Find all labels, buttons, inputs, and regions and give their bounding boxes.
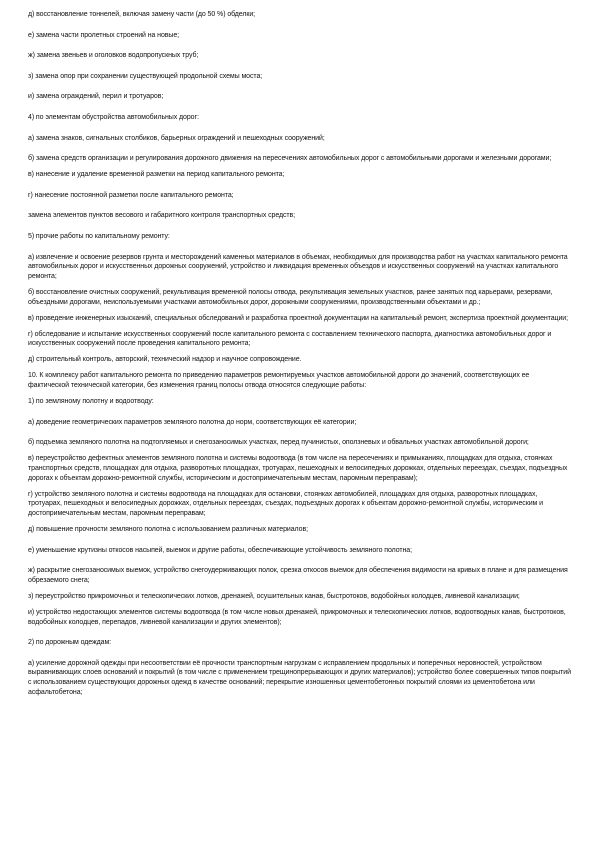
paragraph-18: 10. К комплексу работ капитального ремонта по приведению параметров ремонтируемых участков автомобильной дороги до значений, соответствующих ее фактической технической категории, без изменения границ полосы отвода относятся следующие работы:	[28, 372, 530, 390]
paragraph-7: а) замена знаков, сигнальных столбиков, барьерных ограждений и пешеходных сооружений;	[28, 134, 325, 142]
paragraph-29: 2) по дорожным одеждам:	[28, 639, 112, 647]
paragraph-28: и) устройство недостающих элементов системы водоотвода (в том числе новых дренажей, прикромочных и телескопических лотков, водоотводных канав, быстротоков, водобойных колодцев, перепадов, ливневой канализации и других элементов);	[28, 608, 566, 626]
paragraph-25: е) уменьшение крутизны откосов насыпей, выемок и другие работы, обеспечивающие устойчивость земляного полотна;	[28, 546, 412, 554]
paragraph-5: и) замена ограждений, перил и тротуаров;	[28, 93, 164, 101]
paragraph-10: г) нанесение постоянной разметки после капитального ремонта;	[28, 191, 234, 199]
paragraph-16: г) обследование и испытание искусственных сооружений после капитального ремонта с составлением технического паспорта, диагностика автомобильных дорог и искусственных сооружений после проведения капитального ремонта;	[28, 330, 552, 348]
paragraph-9: в) нанесение и удаление временной разметки на период капитального ремонта;	[28, 171, 285, 179]
paragraph-13: а) извлечение и освоение резервов грунта и месторождений каменных материалов в объемах, необходимых для производства работ на участках капитального ремонта автомобильных дорог и искусственных дорожных сооружений, устройство и ликвидация временных объездов и искусственных сооружений на участках капитального ремонта;	[28, 253, 568, 280]
paragraph-1: д) восстановление тоннелей, включая замену части (до 50 %) обделки;	[28, 11, 256, 18]
paragraph-4: з) замена опор при сохранении существующей продольной схемы моста;	[28, 72, 263, 80]
paragraph-26: ж) раскрытие снегозаносимых выемок, устройство снегоудерживающих полок, срезка откосов выемок для обеспечения видимости на кривых в плане и для размещения обрезаемого снега;	[28, 567, 568, 584]
paragraph-14: б) восстановление очистных сооружений, рекультивация временной полосы отвода, рекультивация земельных участков, ранее занятых под карьерами, резервами, объездными дорогами, неиспользуемыми участками автомобильных дорог, дорожными сооружениями, производственными объектами и др.;	[28, 288, 553, 306]
paragraph-2: е) замена части пролетных строений на новые;	[28, 31, 180, 39]
paragraph-15: в) проведение инженерных изысканий, специальных обследований и разработка проектной документации на капитальный ремонт, экспертиза проектной документации;	[28, 314, 568, 322]
paragraph-24: д) повышение прочности земляного полотна с использованием различных материалов;	[28, 526, 308, 533]
paragraph-6: 4) по элементам обустройства автомобильных дорог:	[28, 113, 199, 121]
paragraph-23: г) устройство земляного полотна и системы водоотвода на площадках для остановки, стоянках автомобилей, площадках для отдыха, разворотных площадках, тротуарах, пешеходных и велосипедных дорожках, отдельных переездах, съездах, подъездных дорогах к объектам дорожно-ремонтной службы, историческим и достопримечательным местам, паромным переправам;	[28, 490, 543, 517]
paragraph-19: 1) по земляному полотну и водоотводу:	[28, 398, 154, 406]
paragraph-22: в) переустройство дефектных элементов земляного полотна и системы водоотвода (в том числе на пересечениях и примыканиях, площадках для отдыха, стоянках транспортных средств, площадках для отдыха, разворотных площадках, тротуарах, пешеходных и велосипедных дорожках, отдельных переездах, съездах, подъездных дорогах к объектам дорожно-ремонтной службы, историческим и достопримечательным местам, паромным переправам);	[28, 455, 568, 482]
paragraph-27: з) переустройство прикромочных и телескопических лотков, дренажей, осушительных канав, быстротоков, водобойных колодцев, ливневой канализации;	[28, 592, 520, 600]
paragraph-17: д) строительный контроль, авторский, технический надзор и научное сопровождение.	[28, 356, 302, 364]
paragraph-12: 5) прочие работы по капитальному ремонту:	[28, 233, 170, 241]
paragraph-21: б) подъемка земляного полотна на подтопляемых и снегозаносимых участках, перед пучинистых, оползневых и обвальных участках автомобильной дороги;	[28, 439, 529, 447]
paragraph-8: б) замена средств организации и регулирования дорожного движения на пересечениях автомобильных дорог с автомобильными дорогами и железными дорогами;	[28, 155, 552, 163]
paragraph-11: замена элементов пунктов весового и габаритного контроля транспортных средств;	[28, 212, 296, 220]
paragraph-20: а) доведение геометрических параметров земляного полотна до норм, соответствующих её категории;	[28, 418, 357, 426]
paragraph-30: а) усиление дорожной одежды при несоответствии её прочности транспортным нагрузкам с исправлением продольных и поперечных неровностей, устройством выравнивающих слоев оснований и покрытий (в том числе с применением трещинопрерывающих и других материалов); устройство более совершенных типов покрытий с использованием существующих дорожных одежд в качестве оснований; перекрытие изношенных цементобетонных покрытий слоями из цементобетона или асфальтобетона;	[28, 659, 571, 696]
paragraph-3: ж) замена звеньев и оголовков водопропускных труб;	[28, 52, 199, 60]
